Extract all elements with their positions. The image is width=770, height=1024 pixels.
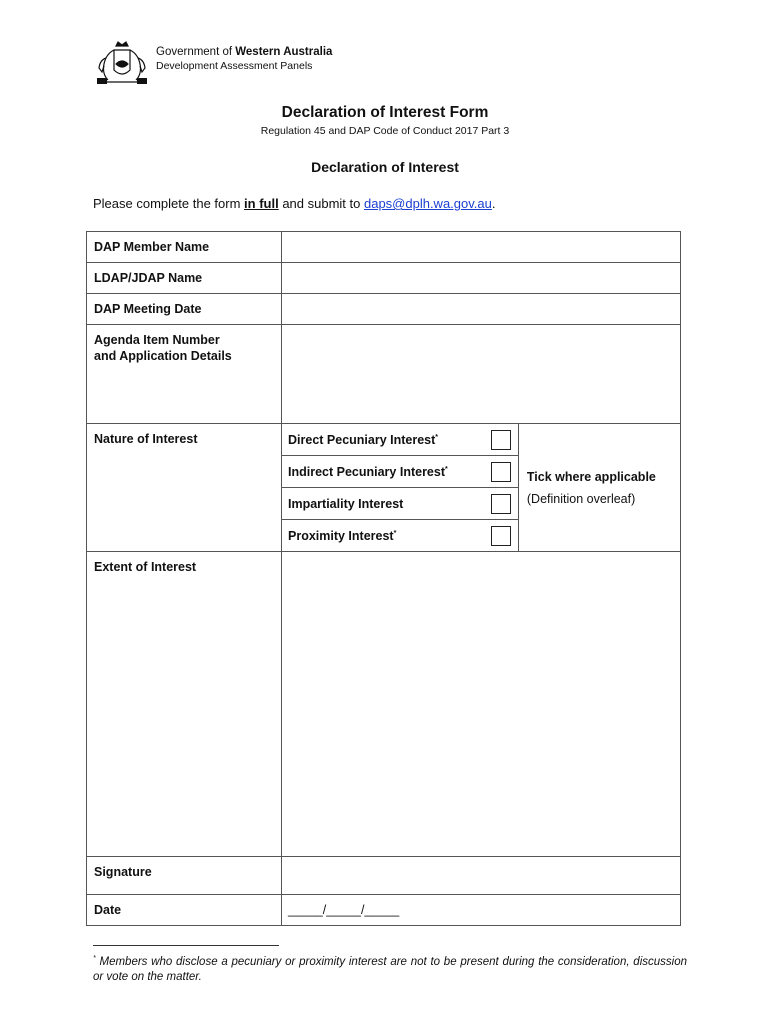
proximity-checkbox[interactable] [491,526,511,546]
date-field[interactable]: _____/_____/_____ [282,895,681,926]
meeting-date-label: DAP Meeting Date [87,294,282,325]
form-subtitle: Regulation 45 and DAP Code of Conduct 2017 Part 3 [260,125,510,137]
agenda-item-label: Agenda Item Number and Application Details [87,325,282,424]
extent-of-interest-field[interactable] [282,552,681,857]
email-link[interactable]: daps@dplh.wa.gov.au [363,196,492,211]
nature-of-interest-label: Nature of Interest [87,424,282,552]
signature-field[interactable] [282,857,681,895]
extent-of-interest-label: Extent of Interest [87,552,282,857]
impartiality-checkbox[interactable] [491,494,511,514]
indirect-pecuniary-checkbox[interactable] [491,462,511,482]
impartiality-label: Impartiality Interest [282,488,484,520]
ldap-name-field[interactable] [282,263,681,294]
agenda-item-field[interactable] [282,325,681,424]
tick-instructions: Tick where applicable (Definition overleaf) [526,469,656,506]
nature-of-interest-options [282,424,681,552]
government-subtitle: Development Assessment Panels [156,60,313,72]
section-title: Declaration of Interest [311,159,459,175]
form-title: Declaration of Interest Form [281,104,489,121]
signature-label: Signature [87,857,282,895]
indirect-pecuniary-label: Indirect Pecuniary Interest* [282,456,484,488]
date-label: Date [87,895,282,926]
proximity-label: Proximity Interest* [288,528,397,543]
wa-coat-of-arms-icon [94,40,150,86]
ldap-name-label: LDAP/JDAP Name [87,263,282,294]
government-title: Government of Western Australia [156,46,333,58]
member-name-field[interactable] [282,232,681,263]
member-name-label: DAP Member Name [87,232,282,263]
direct-pecuniary-checkbox[interactable] [491,430,511,450]
instructions: Please complete the form in full and submit to daps@dplh.wa.gov.au. [93,196,496,211]
letterhead [94,40,394,86]
direct-pecuniary-label: Direct Pecuniary Interest* [282,424,484,456]
footnote: * Members who disclose a pecuniary or proximity interest are not to be present during the consideration, discussion or vote on the matter. [93,955,687,983]
declaration-table [86,231,681,926]
footnote-divider [93,945,279,946]
meeting-date-field[interactable] [282,294,681,325]
